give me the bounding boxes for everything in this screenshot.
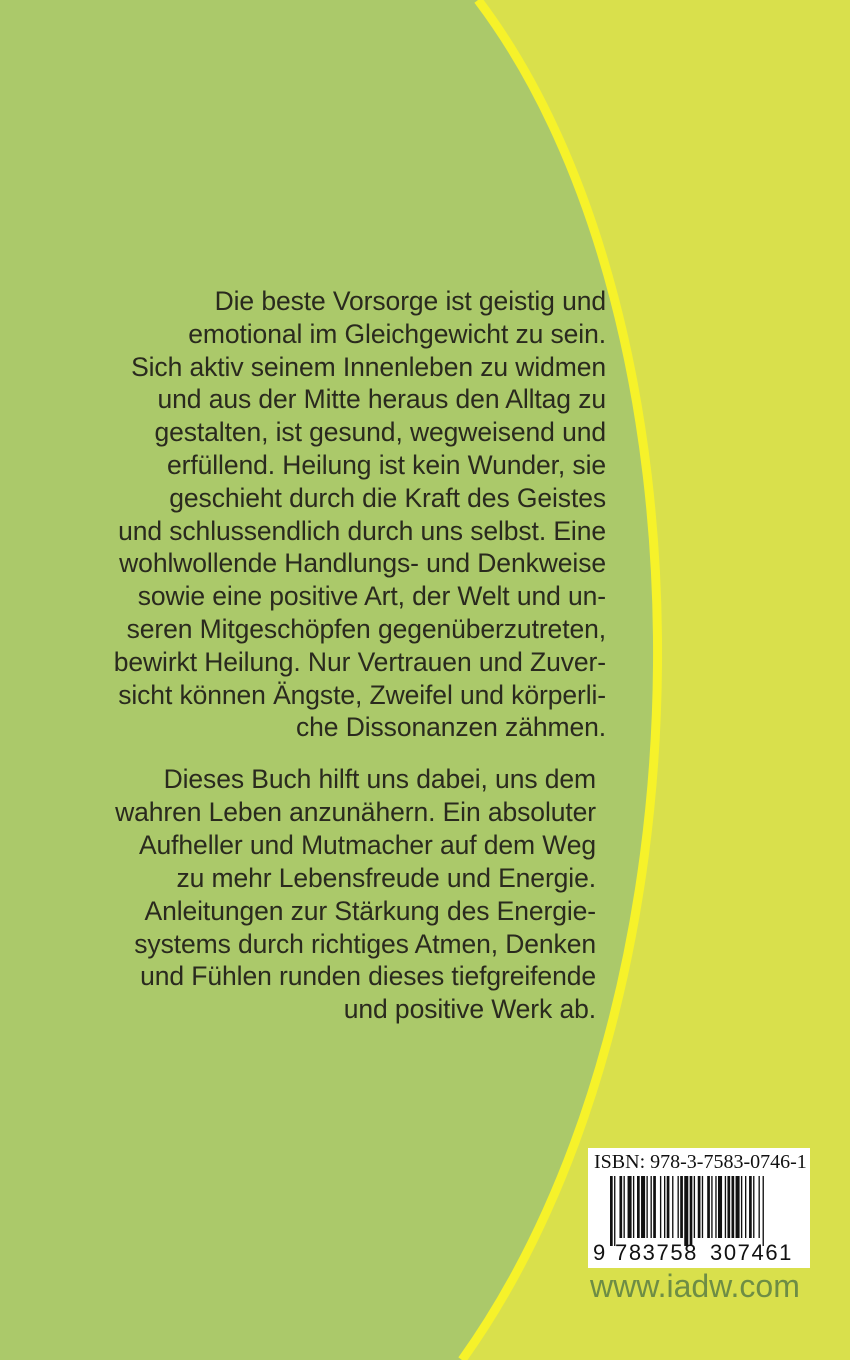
text-line: wahren Leben anzunähern. Ein absoluter [115, 796, 596, 827]
text-line: seren Mitgeschöpfen gegenüberzutreten, [126, 614, 606, 644]
barcode-bar [653, 1176, 656, 1238]
text-line: und positive Werk ab. [343, 994, 596, 1025]
text-line: sicht können Ängste, Zweifel und körperli- [118, 679, 606, 710]
barcode-bar [667, 1176, 670, 1238]
barcode-bar [633, 1176, 634, 1238]
barcode-bar [664, 1176, 665, 1238]
barcode-bar [736, 1176, 740, 1238]
text-line: Dieses Buch hilft uns dabei, uns dem [163, 764, 596, 794]
text-line: gestalten, ist gesund, wegweisend und [154, 417, 606, 448]
barcode-bar [684, 1176, 688, 1246]
barcode-bar [698, 1176, 701, 1238]
barcode-bar [749, 1176, 752, 1238]
barcode-bar [759, 1176, 760, 1238]
barcode-bar [732, 1176, 735, 1238]
isbn-barcode [588, 1148, 810, 1268]
text-line: che Dissonanzen zähmen. [296, 712, 606, 743]
barcode-bar [637, 1176, 640, 1238]
text-line: Die beste Vorsorge ist geistig und [214, 286, 606, 316]
isbn-label: ISBN: 978-3-7583-0746-1 [594, 1151, 807, 1173]
barcode-bar [727, 1176, 730, 1238]
text-line: Anleitungen zur Stärkung des Energie- [144, 895, 596, 926]
barcode-bar [725, 1176, 726, 1238]
text-line: geschieht durch die Kraft des Geistes [169, 482, 606, 513]
text-line: erfüllend. Heilung ist kein Wunder, sie [167, 450, 606, 480]
text-line: und schlussendlich durch uns selbst. Eine [118, 515, 606, 546]
barcode-digits-right: 307461 [710, 1240, 794, 1265]
barcode-bar [641, 1176, 645, 1238]
text-line: zu mehr Lebensfreude und Energie. [176, 862, 596, 893]
barcode-bar [694, 1176, 695, 1238]
barcode-bar [646, 1176, 647, 1238]
barcode-bar [718, 1176, 722, 1238]
barcode-bar [619, 1176, 622, 1238]
barcode-bar [614, 1176, 615, 1246]
barcode-bar [711, 1176, 712, 1238]
barcode-bar [680, 1176, 683, 1238]
barcode-bar [678, 1176, 679, 1238]
barcode-bar [753, 1176, 754, 1238]
text-line: bewirkt Heilung. Nur Vertrauen und Zuver- [113, 646, 606, 677]
barcode-bar [660, 1176, 661, 1238]
text-line: und Fühlen runden dieses tiefgreifende [140, 961, 596, 992]
barcode-bar [672, 1176, 673, 1238]
text-line: sowie eine positive Art, der Welt und un- [137, 581, 606, 612]
barcode-bar [745, 1176, 746, 1238]
text-line: und aus der Mitte heraus den Alltag zu [157, 384, 606, 415]
description-paragraph-2 [100, 764, 596, 1034]
barcode-bar [702, 1176, 703, 1238]
barcode-bar [651, 1176, 652, 1238]
barcode-bar [707, 1176, 710, 1238]
text-line: wohlwollende Handlungs- und Denkweise [119, 548, 606, 579]
text-line: Sich aktiv seinem Innenleben zu widmen [131, 351, 606, 382]
barcode-bar [690, 1176, 693, 1246]
website-url: www.iadw.com [590, 1268, 800, 1304]
text-line: emotional im Gleichgewicht zu sein. [188, 318, 606, 349]
barcode-bar [610, 1176, 613, 1246]
barcode-bar [628, 1176, 632, 1238]
barcode-digits-left: 783758 [615, 1240, 699, 1265]
text-line: Aufheller und Mutmacher auf dem Weg [138, 829, 596, 860]
text-line: systems durch richtiges Atmen, Denken [134, 928, 596, 959]
barcode-digit-first: 9 [593, 1240, 607, 1265]
barcode-bar [624, 1176, 625, 1238]
barcode-bar [741, 1176, 742, 1238]
description-paragraph-1 [100, 286, 606, 746]
barcode-bar [763, 1176, 764, 1246]
barcode-bar [715, 1176, 716, 1238]
